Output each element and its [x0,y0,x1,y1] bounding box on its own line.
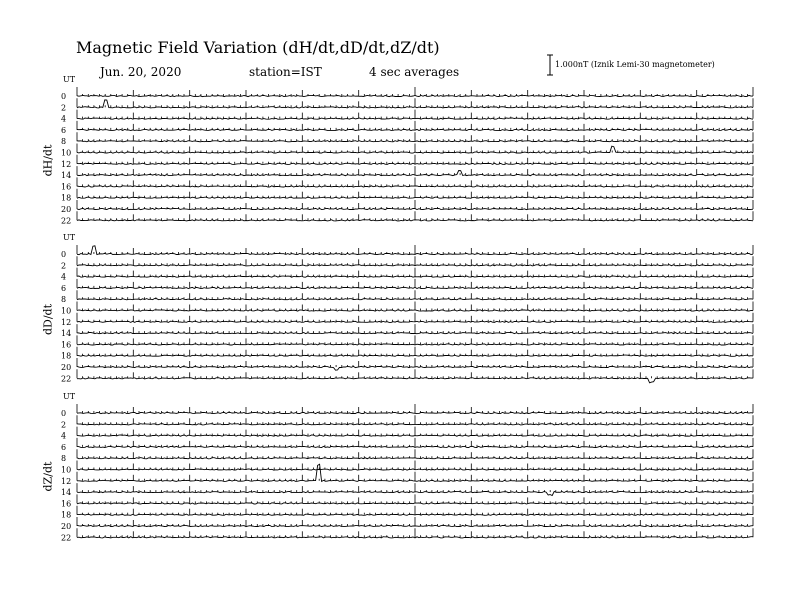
row-hour-label: 14 [61,488,72,498]
trace-line [77,378,753,383]
row-hour-label: 12 [61,159,72,169]
row-hour-label: 18 [61,351,72,361]
chart-title: Magnetic Field Variation (dH/dt,dD/dt,dZ/dt) [76,38,440,57]
row-hour-label: 10 [61,306,72,316]
row-hour-label: 16 [61,499,72,509]
row-hour-label: 4 [61,114,67,124]
row-hour-label: 22 [61,374,72,384]
ut-label: UT [63,392,76,401]
row-hour-label: 0 [61,409,67,418]
row-hour-label: 4 [61,272,67,282]
panel-ylabel-dd: dD/dt [41,303,55,336]
row-hour-label: 4 [61,431,67,441]
row-hour-label: 6 [61,125,67,135]
row-hour-label: 0 [61,250,67,259]
scale-bar-label: 1.000nT (Iznik Lemi-30 magnetometer) [555,60,715,69]
row-hour-label: 16 [61,182,72,192]
row-hour-label: 20 [61,363,72,372]
row-hour-label: 8 [61,137,67,147]
date-label: Jun. 20, 2020 [100,65,182,79]
panel-ylabel-dz: dZ/dt [41,461,55,492]
panel-ylabel-dh: dH/dt [41,144,55,177]
row-hour-label: 2 [61,420,67,430]
row-hour-label: 0 [61,92,67,101]
panel-0 [61,75,753,225]
row-hour-label: 20 [61,522,72,531]
row-hour-label: 10 [61,465,72,475]
row-hour-label: 2 [61,103,67,113]
row-hour-label: 6 [61,442,67,452]
row-hour-label: 18 [61,193,72,203]
row-hour-label: 22 [61,533,72,543]
row-hour-label: 8 [61,295,67,305]
ut-label: UT [63,233,76,242]
row-hour-label: 12 [61,476,72,486]
ut-label: UT [63,75,76,84]
panel-1 [61,233,753,383]
station-label: station=IST [249,65,322,79]
row-hour-label: 18 [61,510,72,520]
row-hour-label: 22 [61,216,72,226]
row-hour-label: 12 [61,317,72,327]
row-hour-label: 2 [61,261,67,271]
row-hour-label: 10 [61,148,72,158]
row-hour-label: 14 [61,329,72,339]
row-hour-label: 20 [61,205,72,214]
row-hour-label: 8 [61,454,67,464]
averaging-label: 4 sec averages [369,65,460,79]
row-hour-label: 16 [61,340,72,350]
panel-2 [61,392,753,542]
row-hour-label: 6 [61,283,67,293]
row-hour-label: 14 [61,171,72,181]
